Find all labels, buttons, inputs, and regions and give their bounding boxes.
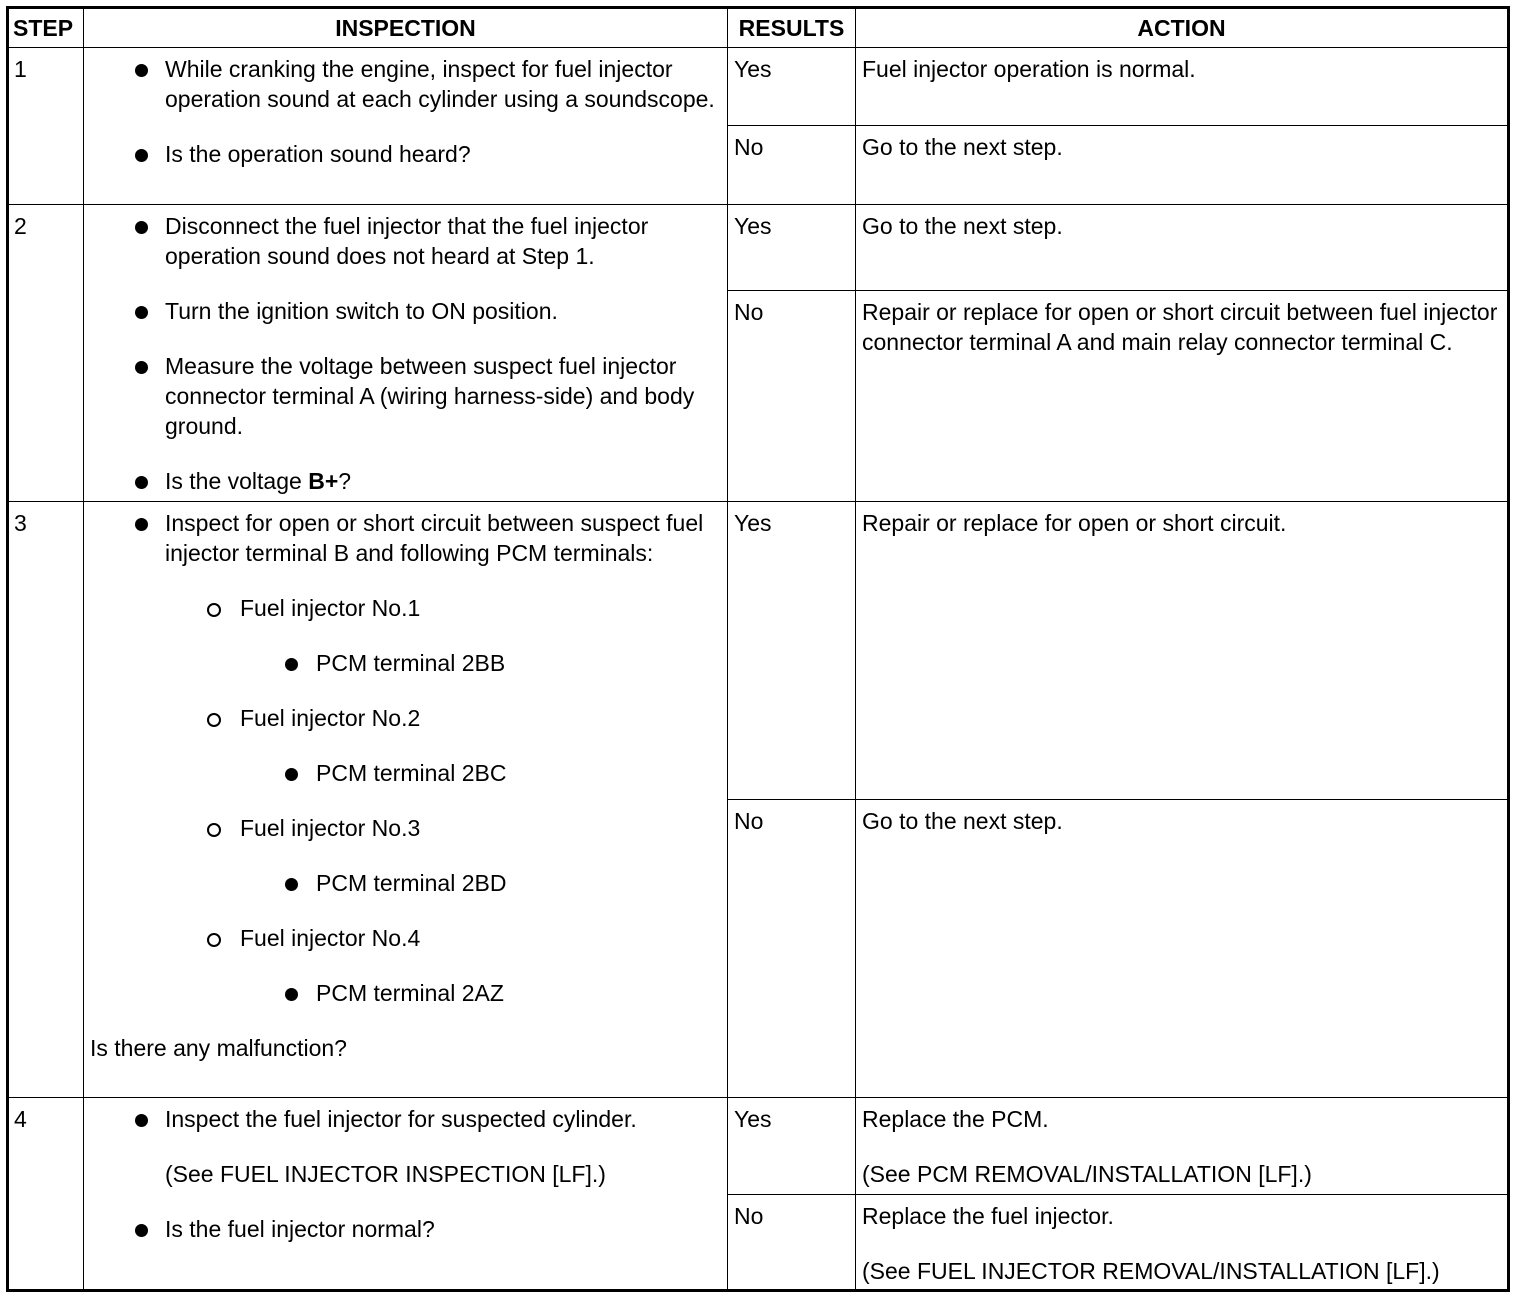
action-no: Repair or replace for open or short circuit between fuel injector connector terminal A and main relay connector terminal C. (856, 291, 1509, 502)
result-no: No (728, 1195, 856, 1291)
result-yes: Yes (728, 1098, 856, 1195)
action-line: Replace the PCM. (862, 1106, 1049, 1132)
bullet-item: Disconnect the fuel injector that the fuel injector operation sound does not heard at Step 1. (90, 211, 719, 271)
pcm-terminal-item: PCM terminal 2BB (90, 648, 719, 678)
voltage-value: B+ (308, 468, 339, 494)
question-mark: ? (338, 468, 352, 494)
result-yes: Yes (728, 502, 856, 800)
action-no: Go to the next step. (856, 800, 1509, 1098)
action-no: Go to the next step. (856, 126, 1509, 205)
action-no (856, 1195, 1509, 1291)
result-yes: Yes (728, 48, 856, 126)
step-number: 1 (8, 48, 84, 205)
header-action: ACTION (856, 8, 1509, 48)
injector-item: Fuel injector No.4 (90, 923, 719, 953)
bullet-item: Is the fuel injector normal? (90, 1214, 719, 1244)
header-inspection: INSPECTION (84, 8, 728, 48)
step-4-inspection (84, 1098, 728, 1291)
step-4-row-yes (8, 1098, 1509, 1195)
bullet-item: While cranking the engine, inspect for fuel injector operation sound at each cylinder using a soundscope. (90, 54, 719, 114)
bullet-item (90, 466, 719, 496)
pcm-terminal-item: PCM terminal 2BC (90, 758, 719, 788)
header-results: RESULTS (728, 8, 856, 48)
step-1-row-yes (8, 48, 1509, 126)
pcm-terminal-item: PCM terminal 2BD (90, 868, 719, 898)
bullet-item: Is the operation sound heard? (90, 139, 719, 169)
action-yes: Repair or replace for open or short circuit. (856, 502, 1509, 800)
bullet-item: Inspect for open or short circuit between suspect fuel injector terminal B and following PCM terminals: (90, 508, 719, 568)
step-number: 4 (8, 1098, 84, 1291)
result-no: No (728, 800, 856, 1098)
reference-text: (See FUEL INJECTOR REMOVAL/INSTALLATION [LF].) (862, 1258, 1440, 1284)
step-number: 3 (8, 502, 84, 1098)
result-yes: Yes (728, 205, 856, 291)
step-3-row-yes (8, 502, 1509, 800)
bullet-item: Measure the voltage between suspect fuel injector connector terminal A (wiring harness-side) and body ground. (90, 351, 719, 441)
question-text: Is the voltage (165, 468, 309, 494)
step-3-inspection (84, 502, 728, 1098)
injector-item: Fuel injector No.2 (90, 703, 719, 733)
header-row (8, 8, 1509, 48)
step-2-inspection (84, 205, 728, 502)
reference-text: (See PCM REMOVAL/INSTALLATION [LF].) (862, 1161, 1312, 1187)
action-yes: Go to the next step. (856, 205, 1509, 291)
action-yes: Fuel injector operation is normal. (856, 48, 1509, 126)
pcm-terminal-item: PCM terminal 2AZ (90, 978, 719, 1008)
step-number: 2 (8, 205, 84, 502)
header-step: STEP (8, 8, 84, 48)
reference-text: (See FUEL INJECTOR INSPECTION [LF].) (165, 1161, 606, 1187)
step-2-row-yes (8, 205, 1509, 291)
result-no: No (728, 126, 856, 205)
troubleshooting-table (6, 6, 1510, 1292)
action-yes (856, 1098, 1509, 1195)
question-text: Is there any malfunction? (90, 1035, 347, 1061)
bullet-item: Turn the ignition switch to ON position. (90, 296, 719, 326)
action-line: Replace the fuel injector. (862, 1203, 1114, 1229)
step-1-inspection (84, 48, 728, 205)
result-no: No (728, 291, 856, 502)
injector-item: Fuel injector No.3 (90, 813, 719, 843)
injector-item: Fuel injector No.1 (90, 593, 719, 623)
bullet-item: Inspect the fuel injector for suspected cylinder. (90, 1104, 719, 1134)
